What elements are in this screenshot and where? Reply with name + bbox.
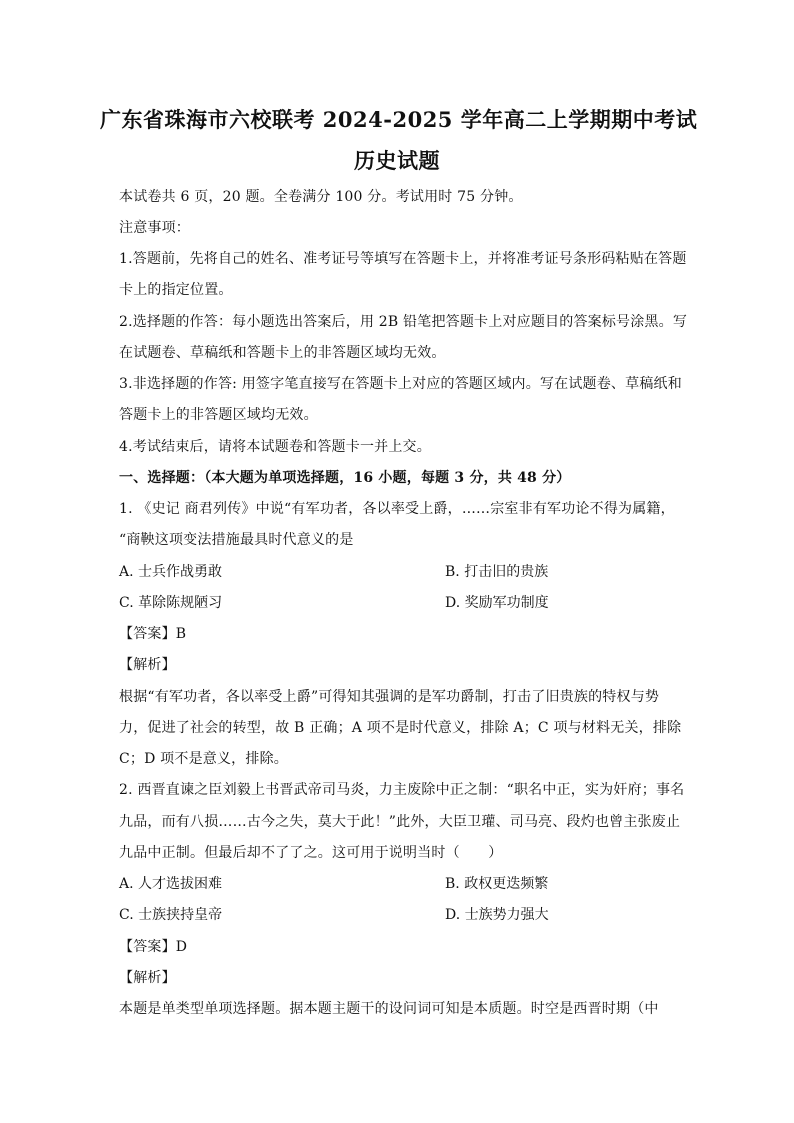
question-stem-line: “商鞅这项变法措施最具时代意义的是 [119, 532, 354, 548]
q2-answer: 【答案】D [119, 939, 188, 955]
notes-heading: 注意事项： [119, 220, 190, 236]
q2-option-a: A. 人才选拔困难 [119, 876, 223, 892]
q2-analysis-line: 本题是单类型单项选择题。据本题主题干的设问词可知是本质题。时空是西晋时期（中 [119, 1001, 659, 1017]
q1-analysis-label: 【解析】 [119, 657, 176, 673]
q1-answer: 【答案】B [119, 626, 187, 642]
note-line: 在试题卷、草稿纸和答题卡上的非答题区域均无效。 [119, 345, 446, 361]
section-heading: 一、选择题：（本大题为单项选择题，16 小题，每题 3 分，共 48 分） [119, 470, 571, 486]
question-stem-line: 1. 《史记 商君列传》中说“有军功者，各以率受上爵，……宗室非有军功论不得为属籍， [119, 501, 675, 517]
q1-option-d: D. 奖励军功制度 [445, 595, 549, 611]
note-line: 2.选择题的作答：每小题选出答案后，用 2B 铅笔把答题卡上对应题目的答案标号涂黑。写 [119, 314, 688, 330]
q2-analysis-label: 【解析】 [119, 970, 176, 986]
q2-option-c: C. 士族挟持皇帝 [119, 907, 223, 923]
q2-option-d: D. 士族势力强大 [445, 907, 549, 923]
note-line: 答题卡上的非答题区域均无效。 [119, 407, 318, 423]
note-line: 4.考试结束后，请将本试题卷和答题卡一并上交。 [119, 439, 431, 455]
q1-option-c: C. 革除陈规陋习 [119, 595, 223, 611]
q1-option-b: B. 打击旧的贵族 [445, 564, 549, 580]
q1-analysis-line: C；D 项不是意义，排除。 [119, 751, 288, 767]
exam-intro: 本试卷共 6 页，20 题。全卷满分 100 分。考试用时 75 分钟。 [119, 189, 523, 205]
question-stem-line: 九品中正制。但最后却不了了之。这可用于说明当时（ ） [119, 845, 503, 861]
question-stem-line: 2. 西晋直谏之臣刘毅上书晋武帝司马炎，力主废除中正之制：“职名中正，实为奸府；事名 [119, 782, 685, 798]
q1-analysis-line: 力，促进了社会的转型，故 B 正确；A 项不是时代意义，排除 A；C 项与材料无关，排除 [119, 720, 682, 736]
q2-option-b: B. 政权更迭频繁 [445, 876, 549, 892]
page-subtitle: 历史试题 [354, 148, 440, 173]
note-line: 1.答题前，先将自己的姓名、准考证号等填写在答题卡上，并将准考证号条形码粘贴在答题 [119, 251, 687, 267]
q1-analysis-line: 根据“有军功者，各以率受上爵”可得知其强调的是军功爵制，打击了旧贵族的特权与势 [119, 689, 660, 705]
note-line: 卡上的指定位置。 [119, 282, 233, 298]
page-title: 广东省珠海市六校联考 2024-2025 学年高二上学期期中考试 [100, 107, 698, 132]
question-stem-line: 九品，而有八损……古今之失，莫大于此！”此外，大臣卫瓘、司马亮、段灼也曾主张废止 [119, 814, 681, 830]
note-line: 3.非选择题的作答: 用签字笔直接写在答题卡上对应的答题区域内。写在试题卷、草稿纸和 [119, 376, 682, 392]
q1-option-a: A. 士兵作战勇敢 [119, 564, 223, 580]
